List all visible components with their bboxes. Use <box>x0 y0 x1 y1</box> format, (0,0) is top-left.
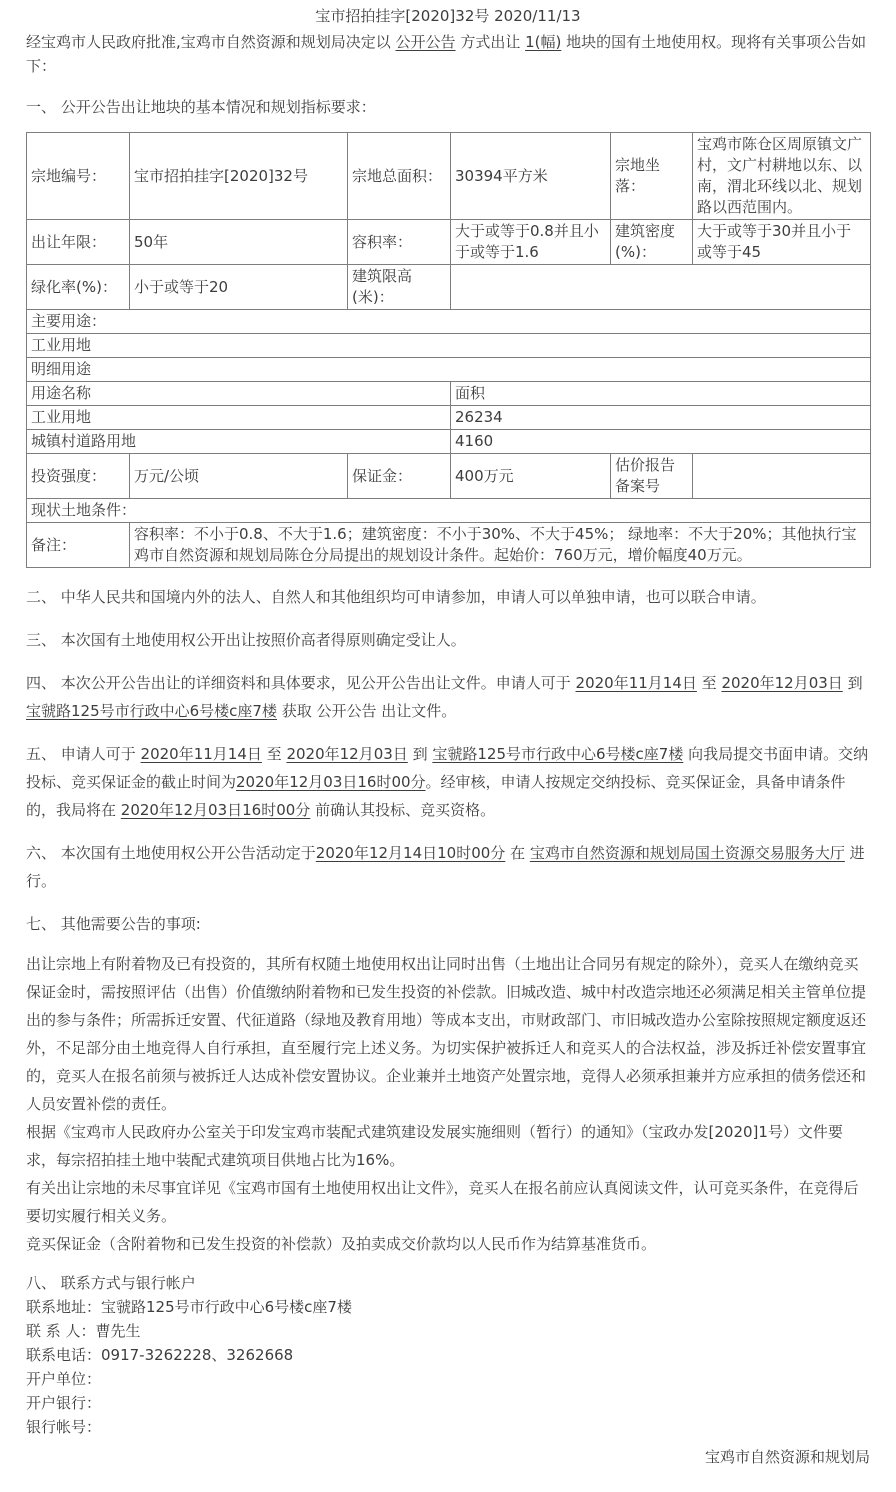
bank-account-line: 银行帐号： <box>26 1418 102 1436</box>
unfinished-matters-paragraph: 有关出让宗地的未尽事宜详见《宝鸡市国有土地使用权出让文件》，竞买人在报名前应认真阅读文件，认可竞买条件，在竞得后要切实履行相关义务。 <box>26 1179 859 1225</box>
issuing-authority-signature: 宝鸡市自然资源和规划局 <box>704 1448 870 1466</box>
underlined-text: 2020年12月03日16时00分 <box>236 773 426 791</box>
current-land-condition-label: 现状土地条件： <box>27 499 871 523</box>
plain-text: 。经审核，申请人按规定交纳投标、竞买保证金，具备申请条件的，我局将在 <box>26 773 846 819</box>
table-row <box>27 523 871 568</box>
plain-text: 到 <box>842 674 863 692</box>
parcel-id-label: 宗地编号： <box>27 133 130 220</box>
plain-text: 方式出让 <box>455 33 526 51</box>
underlined-text: 公开公告 <box>395 33 456 51</box>
plain-text: 前确认其投标、竞买资格。 <box>310 801 496 819</box>
remarks-label: 备注： <box>27 523 130 568</box>
underlined-text: 宝虢路125号市行政中心6号楼c座7楼 <box>26 702 277 720</box>
plain-text: 进行。 <box>26 844 865 890</box>
section-8-heading: 八、 联系方式与银行帐户 <box>26 1274 196 1292</box>
table-row <box>27 133 871 220</box>
contact-phone-line: 联系电话：0917-3262228、3262668 <box>26 1346 294 1364</box>
plain-text: 地块的国有土地使用权。现将有关事项公告如下： <box>26 33 867 75</box>
section-5-paragraph <box>26 740 870 824</box>
remarks-value: 容积率：不小于0.8、不大于1.6；建筑密度：不小于30%、不大于45%； 绿地率：不大于20%；其他执行宝鸡市自然资源和规划局陈仓分局提出的规划设计条件。起始价：760万元，增价幅度40万元。 <box>130 523 871 568</box>
location-value: 宝鸡市陈仓区周原镇文广村，文广村耕地以东、以南，渭北环线以北、规划路以西范围内。 <box>693 133 871 220</box>
underlined-text: 宝虢路125号市行政中心6号楼c座7楼 <box>432 745 684 763</box>
use-name-header: 用途名称 <box>27 382 451 406</box>
settlement-currency-paragraph: 竞买保证金（含附着物和已发生投资的补偿款）及拍卖成交价款均以人民币作为结算基准货币。 <box>26 1235 657 1253</box>
section-4-paragraph <box>26 669 870 725</box>
underlined-text: 2020年12月03日 <box>721 674 843 692</box>
plot-ratio-label: 容积率： <box>348 220 451 265</box>
parcel-id-value: 宝市招拍挂字[2020]32号 <box>130 133 348 220</box>
height-limit-value <box>451 265 871 310</box>
underlined-text: 2020年11月14日 <box>575 674 697 692</box>
plain-text: 向我局提交书面申请。交纳投标、竞买保证金的截止时间为 <box>26 745 869 791</box>
section-7-body <box>26 950 870 1258</box>
height-limit-label: 建筑限高(米)： <box>348 265 451 310</box>
investment-intensity-value: 万元/公顷 <box>130 454 348 499</box>
plain-text: 到 <box>407 745 433 763</box>
contact-person-line: 联 系 人：曹先生 <box>26 1322 141 1340</box>
table-row <box>27 499 871 523</box>
table-row <box>27 454 871 499</box>
total-area-label: 宗地总面积： <box>348 133 451 220</box>
term-value: 50年 <box>130 220 348 265</box>
account-holder-line: 开户单位： <box>26 1370 102 1388</box>
use-name-road: 城镇村道路用地 <box>27 430 451 454</box>
building-density-label: 建筑密度(%)： <box>611 220 693 265</box>
bank-name-line: 开户银行： <box>26 1394 102 1412</box>
total-area-value: 30394平方米 <box>451 133 611 220</box>
plot-ratio-value: 大于或等于0.8并且小于或等于1.6 <box>451 220 611 265</box>
greening-rate-value: 小于或等于20 <box>130 265 348 310</box>
table-row <box>27 265 871 310</box>
section-6-paragraph <box>26 839 870 895</box>
table-row <box>27 310 871 334</box>
detail-use-label: 明细用途 <box>27 358 871 382</box>
section-1-heading: 一、 公开公告出让地块的基本情况和规划指标要求： <box>26 98 376 116</box>
table-row <box>27 358 871 382</box>
intro-paragraph <box>26 30 870 78</box>
section-3-paragraph: 三、 本次国有土地使用权公开出让按照价高者得原则确定受让人。 <box>26 631 466 649</box>
building-density-value: 大于或等于30并且小于或等于45 <box>693 220 871 265</box>
plain-text: 五、 申请人可于 <box>26 745 141 763</box>
document-title: 宝市招拍挂字[2020]32号 2020/11/13 <box>315 7 581 25</box>
table-row <box>27 430 871 454</box>
contact-address-line: 联系地址：宝虢路125号市行政中心6号楼c座7楼 <box>26 1298 352 1316</box>
table-row <box>27 220 871 265</box>
area-industrial: 26234 <box>451 406 871 430</box>
table-row <box>27 406 871 430</box>
plain-text: 获取 公开公告 出让文件。 <box>276 702 457 720</box>
underlined-text: 2020年12月14日10时00分 <box>315 844 506 862</box>
underlined-text: 1(幅) <box>525 33 562 51</box>
appraisal-report-value <box>693 454 871 499</box>
investment-intensity-label: 投资强度： <box>27 454 130 499</box>
underlined-text: 宝鸡市自然资源和规划局国土资源交易服务大厅 <box>529 844 845 862</box>
greening-rate-label: 绿化率(%)： <box>27 265 130 310</box>
term-label: 出让年限： <box>27 220 130 265</box>
main-use-value: 工业用地 <box>27 334 871 358</box>
underlined-text: 2020年11月14日 <box>140 745 262 763</box>
area-header: 面积 <box>451 382 871 406</box>
parcel-info-table <box>26 132 871 568</box>
prefab-building-paragraph: 根据《宝鸡市人民政府办公室关于印发宝鸡市装配式建筑建设发展实施细则（暂行）的通知》（宝政办发[2020]1号）文件要求，每宗招拍挂土地中装配式建筑项目供地占比为16%。 <box>26 1123 843 1169</box>
section-8-block <box>26 1272 870 1438</box>
use-name-industrial: 工业用地 <box>27 406 451 430</box>
deposit-label: 保证金： <box>348 454 451 499</box>
plain-text: 在 <box>505 844 530 862</box>
appraisal-report-label: 估价报告备案号 <box>611 454 693 499</box>
area-road: 4160 <box>451 430 871 454</box>
section-7-heading: 七、 其他需要公告的事项: <box>26 915 201 933</box>
section-2-paragraph: 二、 中华人民共和国境内外的法人、自然人和其他组织均可申请参加，申请人可以单独申请，也可以联合申请。 <box>26 588 766 606</box>
plain-text: 至 <box>696 674 722 692</box>
main-use-label: 主要用途： <box>27 310 871 334</box>
deposit-value: 400万元 <box>451 454 611 499</box>
underlined-text: 2020年12月03日 <box>286 745 408 763</box>
underlined-text: 2020年12月03日16时00分 <box>120 801 311 819</box>
table-row <box>27 334 871 358</box>
plain-text: 至 <box>261 745 287 763</box>
plain-text: 经宝鸡市人民政府批准,宝鸡市自然资源和规划局决定以 <box>26 33 396 51</box>
location-label: 宗地坐落： <box>611 133 693 220</box>
plain-text: 四、 本次公开公告出让的详细资料和具体要求，见公开公告出让文件。申请人可于 <box>26 674 576 692</box>
table-row <box>27 382 871 406</box>
other-items-paragraph: 出让宗地上有附着物及已有投资的，其所有权随土地使用权出让同时出售（土地出让合同另有规定的除外），竞买人在缴纳竞买保证金时，需按照评估（出售）价值缴纳附着物和已发生投资的补偿款。旧城改造、城中村改造宗地还必须满足相关主管单位提出的参与条件；所需拆迁安置、代征道路（绿地及教育用地）等成本支出，市财政部门、市旧城改造办公室除按照规定额度返还外，不足部分由土地竞得人自行承担，直至履行完上述义务。为切实保护被拆迁人和竞买人的合法权益，涉及拆迁补偿安置事宜的，竞买人在报名前须与被拆迁人达成补偿安置协议。企业兼并土地资产处置宗地，竞得人必须承担兼并方应承担的债务偿还和人员安置补偿的责任。 <box>26 955 867 1113</box>
plain-text: 六、 本次国有土地使用权公开公告活动定于 <box>26 844 316 862</box>
